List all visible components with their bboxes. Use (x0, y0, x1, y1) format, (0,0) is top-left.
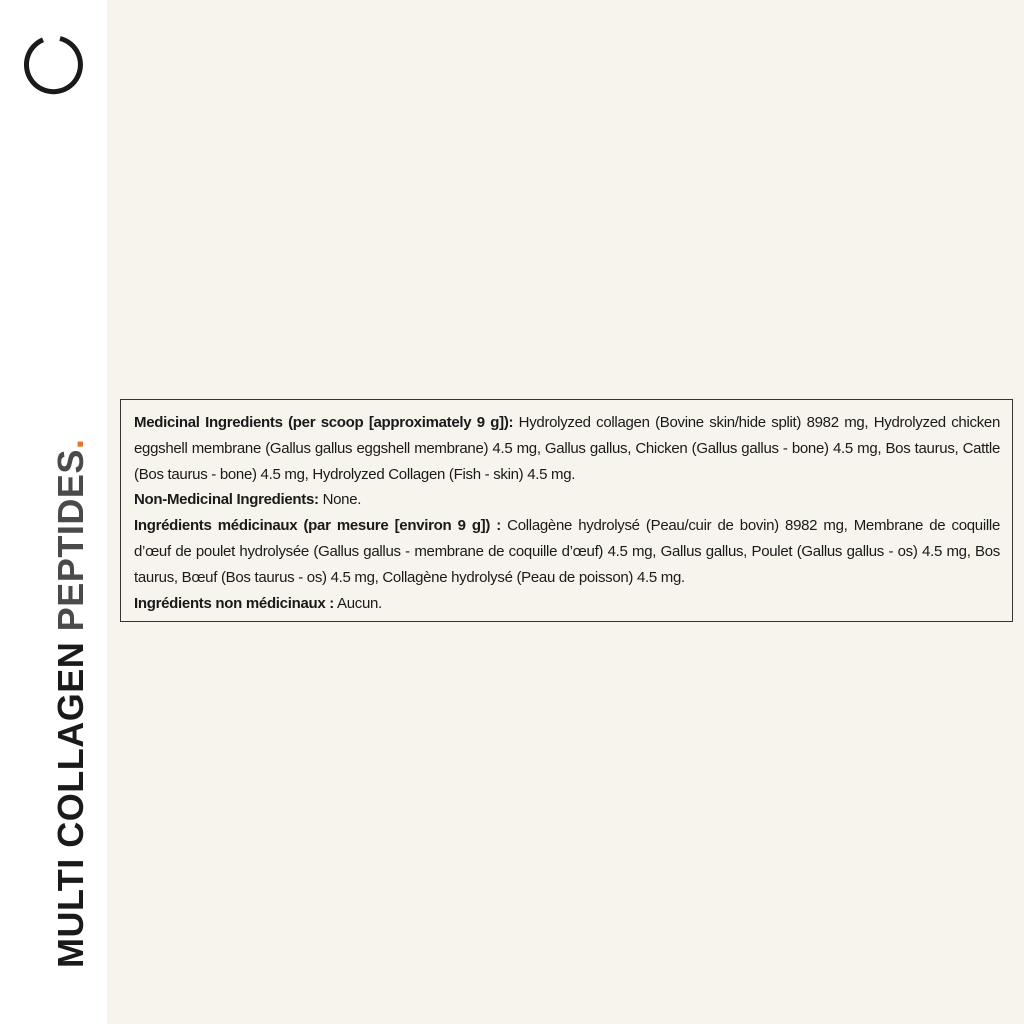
medicinal-ingredients-fr-text: Collagène hydrolysé (Peau/cuir de bovin) 8982 mg, Membrane de coquille d’œuf de poulet hydrolysée (Gallus gallus - membrane de coquille d’œuf) 4.5 mg, Gallus gallus, Poulet (Gallus gallus - os) 4.5 mg, Bos taurus, Bœuf (Bos taurus - os) 4.5 mg, Collagène hydrolysé (Peau de poisson) 4.5 mg. (134, 517, 1000, 586)
product-title-dot: . (50, 438, 91, 450)
product-title-main: MULTI COLLAGEN (50, 631, 91, 968)
non-medicinal-ingredients-en (134, 487, 1000, 513)
open-circle-logo-icon (22, 34, 84, 96)
medicinal-ingredients-en-label: Medicinal Ingredients (per scoop [approximately 9 g]): (134, 414, 514, 431)
medicinal-ingredients-en (134, 410, 1000, 487)
product-title (50, 438, 91, 968)
medicinal-ingredients-fr (134, 513, 1000, 590)
non-medicinal-ingredients-fr (134, 591, 1000, 617)
product-title-accent: PEPTIDES (50, 449, 91, 632)
non-medicinal-ingredients-en-text: None. (318, 491, 362, 509)
ingredients-box (120, 399, 1013, 622)
non-medicinal-ingredients-en-label: Non-Medicinal Ingredients: (134, 491, 319, 509)
sidebar (0, 0, 107, 1024)
non-medicinal-ingredients-fr-text: Aucun. (333, 594, 382, 612)
medicinal-ingredients-en-text: Hydrolyzed collagen (Bovine skin/hide split) 8982 mg, Hydrolyzed chicken eggshell membrane (Gallus gallus eggshell membrane) 4.5 mg, Gallus gallus, Chicken (Gallus gallus - bone) 4.5 mg, Bos taurus, Cattle (Bos taurus - bone) 4.5 mg, Hydrolyzed Collagen (Fish - skin) 4.5 mg. (134, 414, 1000, 483)
medicinal-ingredients-fr-label: Ingrédients médicinaux (par mesure [environ 9 g]) : (134, 517, 501, 535)
non-medicinal-ingredients-fr-label: Ingrédients non médicinaux : (134, 594, 334, 612)
